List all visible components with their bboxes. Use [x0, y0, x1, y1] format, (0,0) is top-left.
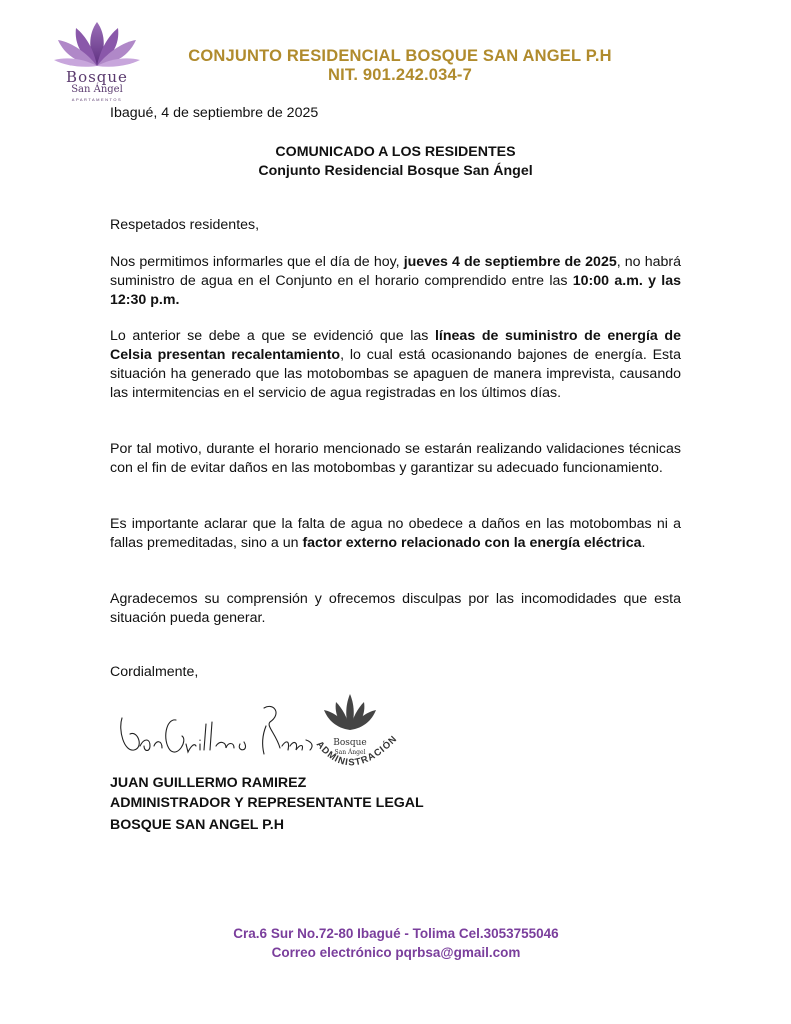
stamp-wordmark: Bosque: [333, 738, 367, 748]
logo-wordmark: Bosque: [66, 68, 128, 86]
paragraph-1-text-2: , no habrá suministro de agua en el Conjunto en el horario comprendido entre las: [110, 254, 681, 289]
logo-subtitle: San Ángel: [71, 84, 123, 95]
signer-name: JUAN GUILLERMO RAMIREZ: [110, 775, 307, 791]
paragraph-1-hours: 10:00 a.m. y las 12:30 p.m.: [110, 273, 681, 308]
signer-role: ADMINISTRADOR Y REPRESENTANTE LEGAL: [110, 795, 424, 811]
salutation: Respetados residentes,: [110, 217, 260, 233]
footer-email: Correo electrónico pqrbsa@gmail.com: [271, 945, 521, 960]
letter-title: COMUNICADO A LOS RESIDENTES: [275, 144, 516, 160]
lotus-logo-icon: [52, 18, 142, 70]
paragraph-3: Por tal motivo, durante el horario mencionado se estarán realizando validaciones técnicas con el fin de evitar daños en las motobombas y garantizar su adecuado funcionamiento.: [110, 441, 681, 476]
handwritten-signature: [116, 700, 316, 775]
paragraph-4-emphasis: factor externo relacionado con la energía eléctrica: [302, 535, 642, 551]
org-nit: NIT. 901.242.034-7: [328, 66, 472, 84]
paragraph-4: [110, 515, 681, 553]
closing: Cordialmente,: [110, 664, 199, 680]
logo: [44, 18, 150, 104]
paragraph-2-text: Lo anterior se debe a que se evidenció que las: [110, 328, 435, 344]
stamp-subtitle: San Ángel: [334, 749, 366, 756]
paragraph-2-emphasis: líneas de suministro de energía de Celsia presentan recalentamiento: [110, 328, 681, 363]
stamp-ring-text: ADMINISTRACIÓN: [313, 733, 400, 769]
paragraph-1-date: jueves 4 de septiembre de 2025: [403, 254, 617, 270]
footer-address: Cra.6 Sur No.72-80 Ibagué - Tolima Cel.3053755046: [233, 926, 559, 941]
paragraph-4-text: Es importante aclarar que la falta de agua no obedece a daños en las motobombas ni a fallas premeditadas, sino a un: [110, 516, 681, 551]
paragraph-5: Agradecemos su comprensión y ofrecemos disculpas por las incomodidades que esta situación pueda generar.: [110, 591, 681, 626]
org-name: CONJUNTO RESIDENCIAL BOSQUE SAN ANGEL P.H: [188, 47, 612, 65]
letter-subtitle: Conjunto Residencial Bosque San Ángel: [258, 163, 533, 179]
signer-org: BOSQUE SAN ANGEL P.H: [110, 817, 284, 833]
administration-stamp: [312, 688, 412, 793]
date-line: Ibagué, 4 de septiembre de 2025: [110, 105, 319, 121]
paragraph-2-text-2: , lo cual está ocasionando bajones de energía. Esta situación ha generado que las motobombas se apaguen de manera imprevista, causando las intermitencias en el servicio de agua registradas en los últimos días.: [110, 347, 681, 401]
paragraph-1: [110, 253, 681, 310]
logo-tagline: APARTAMENTOS: [71, 97, 123, 102]
paragraph-1-text: Nos permitimos informarles que el día de hoy,: [110, 254, 404, 270]
paragraph-2: [110, 327, 681, 403]
paragraph-4-text-2: .: [641, 535, 646, 551]
